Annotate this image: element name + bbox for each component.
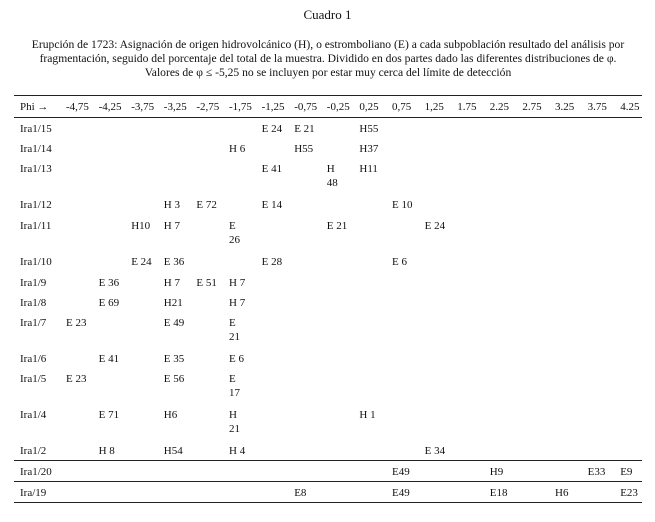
table-cell: E 28 [261,256,283,268]
table-cell: H37 [359,143,379,155]
row-label: Ira1/20 [20,466,52,478]
column-header: -0,75 [294,101,318,113]
table-cell: E 36 [163,256,185,268]
table-cell: E23 [620,487,638,499]
table-cell: E 69 [98,297,120,309]
table-row [14,272,642,292]
table-cell: E 41 [261,163,283,175]
table-cell: H 7 [163,220,180,232]
table-cell: E 10 [392,199,413,211]
row-label: Ira1/2 [20,445,47,457]
row-label: Ira1/12 [20,199,52,211]
table-cell: E 56 [163,373,185,385]
table-cell: H6 [163,409,178,421]
column-header: -1,75 [229,101,252,113]
table-row [14,215,642,251]
table-cell: H 3 [163,199,180,211]
table-row [14,440,642,460]
table-cell: E49 [392,487,410,499]
table-row [14,118,642,138]
table-row [14,312,642,348]
column-header: -2,75 [196,101,220,113]
table-row [14,194,642,215]
table-cell: E 41 [98,353,120,365]
table-cell: E8 [294,487,307,499]
table-cell: E 6 [229,353,244,365]
table-cell: H54 [163,445,183,457]
table-cell: E49 [392,466,410,478]
column-header: 1,25 [424,101,444,113]
table-cell: H 21 [229,409,240,435]
table-cell: E 49 [163,317,185,329]
header-row [14,96,642,118]
table-cell: H6 [555,487,569,499]
table-cell: E 36 [98,277,120,289]
table-cell: E 23 [66,317,87,329]
table-cell: E 21 [294,123,315,135]
table-cell: E9 [620,466,633,478]
table-cell: H 48 [326,163,338,189]
row-label: Ira1/5 [20,373,47,385]
table-cell: H 6 [229,143,246,155]
column-header: 4.25 [620,101,640,113]
row-label: Ira1/9 [20,277,47,289]
table-caption [8,38,648,80]
table-cell: E 72 [196,199,217,211]
header-label: Phi → [20,101,49,113]
table-cell: H 4 [229,445,246,457]
column-header: -4,75 [66,101,89,113]
column-header: -3,25 [163,101,187,113]
table-cell: E33 [587,466,606,478]
table-cell: E 23 [66,373,87,385]
row-label: Ira/19 [20,487,47,499]
table-cell: E 34 [424,445,446,457]
column-header: -0,25 [326,101,350,113]
table-cell: E 21 [326,220,348,232]
column-header: 0,75 [392,101,412,113]
table-row [14,158,642,194]
table-cell: E 14 [261,199,283,211]
row-label: Ira1/10 [20,256,52,268]
table-cell: H55 [359,123,379,135]
column-header: 2.25 [489,101,510,113]
table-cell: E 6 [392,256,407,268]
column-header: -4,25 [98,101,122,113]
table-row [14,251,642,272]
table-cell: H 1 [359,409,376,421]
table-row [14,460,642,481]
caption-line: Erupción de 1723: Asignación de origen hidrovolcánico (H), o estromboliano (E) a cada subpoblación resultado del análisis por [31,38,625,51]
table-cell: E 51 [196,277,217,289]
table-cell: E 21 [229,317,240,343]
row-label: Ira1/13 [20,163,52,175]
table-cell: H 7 [163,277,180,289]
row-label: Ira1/6 [20,353,47,365]
table-cell: H 7 [229,297,246,309]
caption-line: fragmentación, seguido del porcentaje del total de la muestra. Dividido en dos partes dado las diferentes distribuciones de φ. [39,52,617,65]
table-cell: H55 [294,143,314,155]
data-table [14,95,642,503]
table-cell: E 35 [163,353,185,365]
table-row [14,404,642,440]
table-cell: H10 [131,220,151,232]
table-cell: H9 [489,466,504,478]
table-row [14,481,642,502]
table-row [14,138,642,158]
table-cell: E 17 [229,373,240,399]
table-cell: E 24 [261,123,283,135]
row-label: Ira1/8 [20,297,47,309]
table-title: Cuadro 1 [303,7,352,22]
column-header: 3.75 [587,101,607,113]
caption-line: Valores de φ ≤ -5,25 no se incluyen por estar muy cerca del límite de detección [144,66,512,79]
column-header: -1,25 [261,101,285,113]
table-row [14,368,642,404]
row-label: Ira1/15 [20,123,52,135]
table-cell: E 71 [98,409,120,421]
column-header: 3.25 [555,101,575,113]
table-cell: E 26 [229,220,240,246]
row-label: Ira1/14 [20,143,52,155]
table-row [14,348,642,368]
column-header: -3,75 [131,101,155,113]
table-row [14,292,642,312]
column-header: 0,25 [359,101,379,113]
table-cell: H11 [359,163,378,175]
table-cell: E18 [489,487,508,499]
row-label: Ira1/7 [20,317,47,329]
table-cell: E 24 [131,256,152,268]
column-header: 2.75 [522,101,542,113]
table-cell: H 8 [98,445,115,457]
table-cell: H21 [163,297,183,309]
row-label: Ira1/4 [20,409,47,421]
table-cell: H 7 [229,277,246,289]
row-label: Ira1/11 [20,220,52,232]
table-cell: E 24 [424,220,446,232]
column-header: 1.75 [457,101,477,113]
